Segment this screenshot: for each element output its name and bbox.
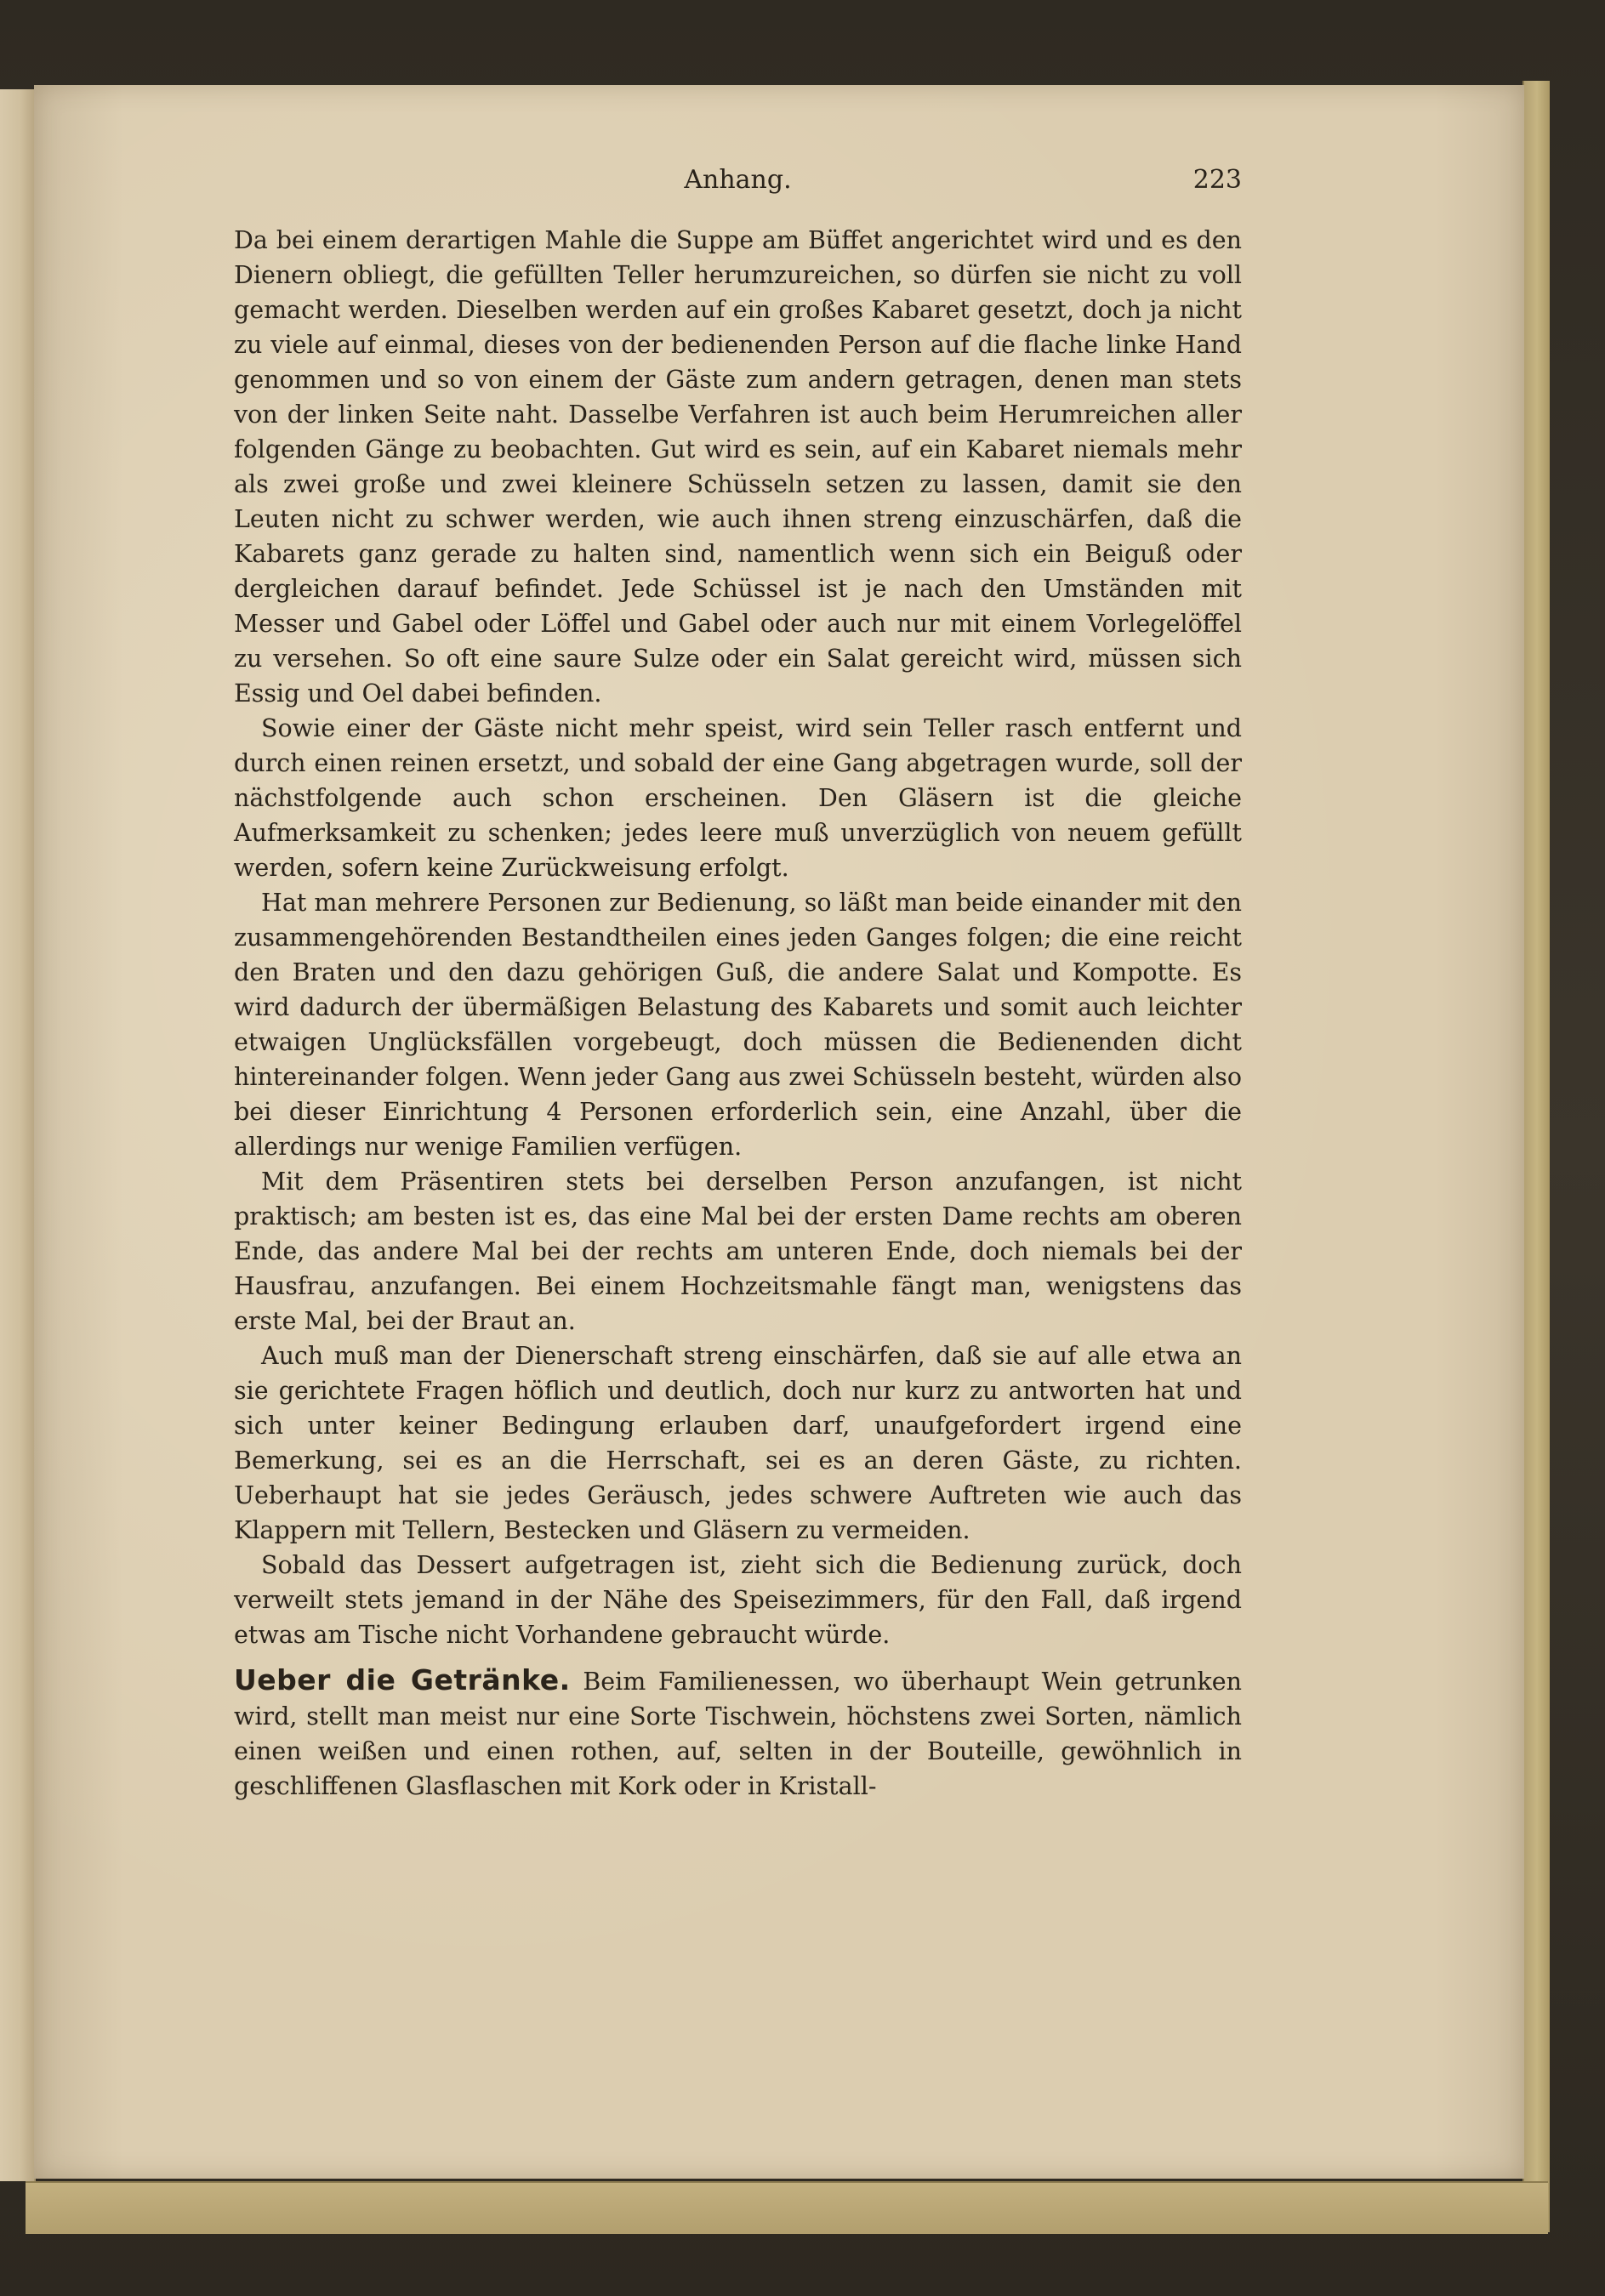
section-text: Beim Familienessen, wo überhaupt Wein getrunken wird, stellt man meist nur eine Sorte Tischwein, höchstens zwei Sorten, nämlich einen weißen und einen rothen, auf, selten in der Bouteille, gewöhnlich in geschliffenen Glasflaschen mit Kork oder in Kristall- <box>234 1668 1242 1800</box>
book-cover-edge <box>1522 81 1550 2232</box>
paragraph: Sobald das Dessert aufgetragen ist, zieht sich die Bedienung zurück, doch verweilt stets jemand in der Nähe des Speisezimmers, für den Fall, daß irgend etwas am Tische nicht Vorhandene gebraucht würde. <box>234 1551 1242 1649</box>
previous-page-edge <box>0 89 36 2181</box>
book-cover-bottom <box>26 2181 1548 2234</box>
section-heading: Ueber die Getränke. <box>234 1663 571 1696</box>
page-text <box>234 223 1242 1828</box>
paragraph: Auch muß man der Dienerschaft streng einschärfen, daß sie auf alle etwa an sie gerichtete Fragen höflich und deutlich, doch nur kurz zu antworten hat und sich unter keiner Bedingung erlauben darf, unaufgefordert irgend eine Bemerkung, sei es an die Herrschaft, sei es an deren Gäste, zu richten. Ueberhaupt hat sie jedes Geräusch, jedes schwere Auftreten wie auch das Klappern mit Tellern, Bestecken und Gläsern zu vermeiden. <box>234 1342 1242 1544</box>
paragraph: Sowie einer der Gäste nicht mehr speist, wird sein Teller rasch entfernt und durch einen reinen ersetzt, und sobald der eine Gang abgetragen wurde, soll der nächstfolgende auch schon erscheinen. Den Gläsern ist die gleiche Aufmerksamkeit zu schenken; jedes leere muß unverzüglich von neuem gefüllt werden, sofern keine Zurückweisung erfolgt. <box>234 714 1242 882</box>
section-paragraph <box>234 1662 1242 1804</box>
paragraph: Hat man mehrere Personen zur Bedienung, so läßt man beide einander mit den zusammengehörenden Bestandtheilen eines jeden Ganges folgen; die eine reicht den Braten und den dazu gehörigen Guß, die andere Salat und Kompotte. Es wird dadurch der übermäßigen Belastung des Kabarets und somit auch leichter etwaigen Unglücksfällen vorgebeugt, doch müssen die Bedienenden dicht hintereinander folgen. Wenn jeder Gang aus zwei Schüsseln besteht, würden also bei dieser Einrichtung 4 Personen erforderlich sein, eine Anzahl, über die allerdings nur wenige Familien verfügen. <box>234 889 1242 1161</box>
running-head-title: Anhang. <box>684 165 792 195</box>
running-head <box>234 162 1242 204</box>
page-number: 223 <box>1192 165 1242 195</box>
paragraph: Da bei einem derartigen Mahle die Suppe am Büffet angerichtet wird und es den Dienern obliegt, die gefüllten Teller herumzureichen, so dürfen sie nicht zu voll gemacht werden. Dieselben werden auf ein großes Kabaret gesetzt, doch ja nicht zu viele auf einmal, dieses von der bedienenden Person auf die flache linke Hand genommen und so von einem der Gäste zum andern getragen, denen man stets von der linken Seite naht. Dasselbe Verfahren ist auch beim Herumreichen aller folgenden Gänge zu beobachten. Gut wird es sein, auf ein Kabaret niemals mehr als zwei große und zwei kleinere Schüsseln setzen zu lassen, damit sie den Leuten nicht zu schwer werden, wie auch ihnen streng einzuschärfen, daß die Kabarets ganz gerade zu halten sind, namentlich wenn sich ein Beiguß oder dergleichen darauf befindet. Jede Schüssel ist je nach den Umständen mit Messer und Gabel oder Löffel und Gabel oder auch nur mit einem Vorlegelöffel zu versehen. So oft eine saure Sulze oder ein Salat gereicht wird, müssen sich Essig und Oel dabei befinden. <box>234 226 1242 708</box>
paragraph: Mit dem Präsentiren stets bei derselben Person anzufangen, ist nicht praktisch; am besten ist es, das eine Mal bei der ersten Dame rechts am oberen Ende, das andere Mal bei der rechts am unteren Ende, doch niemals bei der Hausfrau, anzufangen. Bei einem Hochzeitsmahle fängt man, wenigstens das erste Mal, bei der Braut an. <box>234 1168 1242 1335</box>
